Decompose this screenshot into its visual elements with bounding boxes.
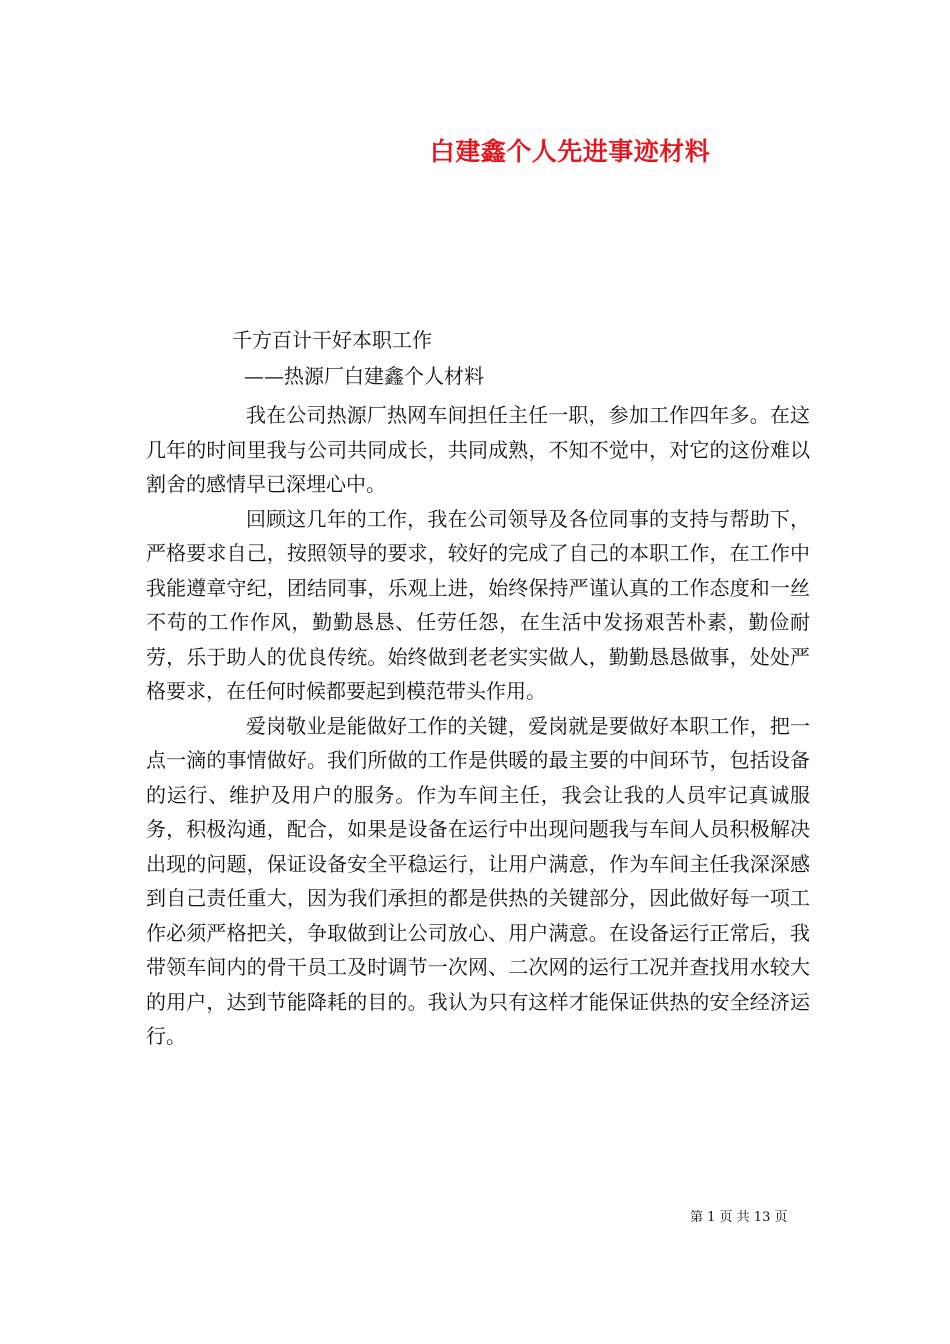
paragraph-1: 我在公司热源厂热网车间担任主任一职，参加工作四年多。在这几年的时间里我与公司共同成长，共同成熟，不知不觉中，对它的这份难以割舍的感情早已深埋心中。 <box>146 403 810 496</box>
subtitle-secondary: ——热源厂白建鑫个人材料 <box>244 364 484 388</box>
document-body <box>146 398 810 1054</box>
page-number-footer: 第 1 页 共 13 页 <box>690 1210 788 1225</box>
subtitle-main: 千方百计干好本职工作 <box>232 328 432 352</box>
paragraph-3: 爱岗敬业是能做好工作的关键，爱岗就是要做好本职工作，把一点一滴的事情做好。我们所做的工作是供暖的最主要的中间环节，包括设备的运行、维护及用户的服务。作为车间主任，我会让我的人员牢记真诚服务，积极沟通，配合，如果是设备在运行中出现问题我与车间人员积极解决出现的问题，保证设备安全平稳运行，让用户满意，作为车间主任我深深感到自己责任重大，因为我们承担的都是供热的关键部分，因此做好每一项工作必须严格把关，争取做到让公司放心、用户满意。在设备运行正常后，我带领车间内的骨干员工及时调节一次网、二次网的运行工况并查找用水较大的用户，达到节能降耗的目的。我认为只有这样才能保证供热的安全经济运行。 <box>146 713 810 1048</box>
paragraph-2: 回顾这几年的工作，我在公司领导及各位同事的支持与帮助下，严格要求自己，按照领导的要求，较好的完成了自己的本职工作，在工作中我能遵章守纪，团结同事，乐观上进，始终保持严谨认真的工作态度和一丝不苟的工作作风，勤勤恳恳、任劳任怨，在生活中发扬艰苦朴素，勤俭耐劳，乐于助人的优良传统。始终做到老老实实做人，勤勤恳恳做事，处处严格要求，在任何时候都要起到模范带头作用。 <box>146 506 810 703</box>
document-title: 白建鑫个人先进事迹材料 <box>429 137 711 166</box>
